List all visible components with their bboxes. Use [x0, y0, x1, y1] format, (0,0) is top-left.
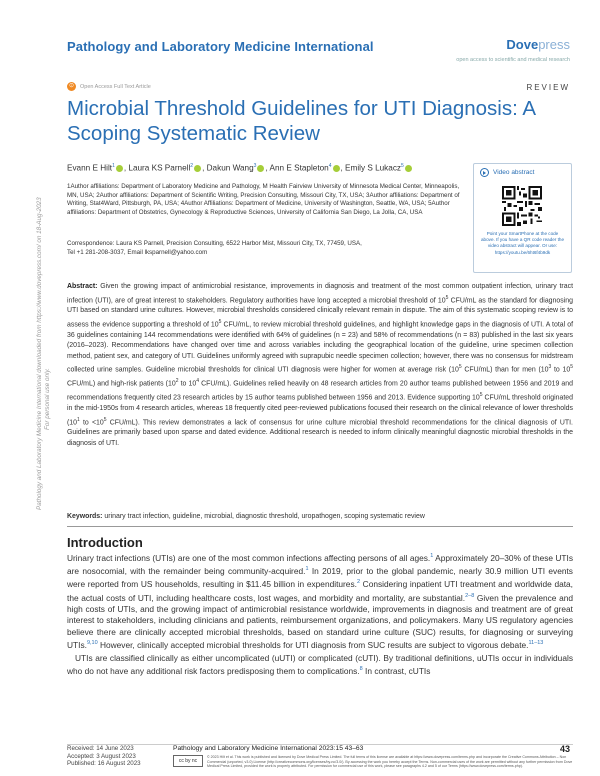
text: Urinary tract infections (UTIs) are one of the most common infections affecting persons of all ages. [67, 552, 431, 563]
orcid-icon[interactable] [405, 165, 412, 172]
keywords-label: Keywords: [67, 513, 103, 520]
affiliations: 1Author affiliations: Department of Laboratory Medicine and Pathology, M Health Fairview University of Minnesota Medical Center, Minneapolis, MN, USA; 2Author affiliations: Department of Scientific Writing, Precision Consulting, Missouri City, TX, USA; 3Author affiliations: Department of Writing, Stat4Ward, Pittsburgh, PA, USA; 4Author Affiliations: Department of Medicine, University of Washington, Seattle, WA, USA; 5Author affiliations: Department of Obstetrics, Gynecology & Reproductive Sciences, University of California San Diego, La Jolla, CA, USA [67, 183, 460, 216]
correspondence-line-1: Correspondence: Laura KS Parnell, Precision Consulting, 6522 Harbor Mist, Missouri City, TX, 77459, USA, [67, 240, 362, 247]
abstract-text: CFU/mL, to review microbial threshold guidelines, and highlight knowledge gaps in the diagnosis of UTI. A total of 36 guidelines containing 144 recommendations were identified with 64% of guidelines (n = 23) and 58% of recommendations (n = 83) published in the last six years (2016–2023). Recommendations have changed over time and across variables including the geographical location of the guideline, urine specimen collection method, patient sex, and category of UTI. Guidelines uniformly agreed with suprapubic needle specimen collection; however, there was no consensus for midstream collected urine samples. Guideline microbial thresholds for clinical UTI diagnosis were higher for women at average risk (10 [67, 321, 573, 374]
creative-commons-icon[interactable]: cc by nc [173, 755, 203, 767]
author-3-affil: 3 [253, 163, 257, 169]
orcid-icon[interactable] [257, 165, 264, 172]
citation-link[interactable]: 11–13 [528, 640, 544, 647]
citation-link[interactable]: 2–8 [465, 592, 475, 599]
text: However, clinically accepted microbial thresholds for UTI diagnosis from SUC results are subject to vigorous debate. [97, 640, 529, 651]
text: Considering inpatient UTI treatment and worldwide data, the actual costs of UTI, including healthcare costs, lost wages, and morbidity and mortality, are substantial. [67, 579, 574, 603]
publisher-tagline: open access to scientific and medical research [456, 57, 570, 63]
exponent: 5 [570, 364, 573, 371]
open-access-text: Open Access Full Text Article [80, 83, 151, 90]
citation-link[interactable]: 2 [356, 579, 361, 586]
sidebar-line-2: For personal use only. [44, 368, 51, 430]
exponent: 5 [445, 294, 449, 301]
abstract [67, 282, 573, 450]
open-access-icon: ⊙ [68, 83, 75, 89]
license-block [173, 755, 573, 769]
abstract-text: to 10 [178, 380, 197, 388]
text: In 2019, prior to the global pandemic, nearly 30.9 million UTI events were reported from US households, resulting in $11.45 billion in expenditures. [67, 566, 573, 590]
keywords-text: urinary tract infection, guideline, microbial, diagnostic threshold, uropathogen, scoping systematic review [102, 513, 425, 520]
exponent: 5 [458, 364, 462, 371]
text: Approximately 20–30% of these UTIs are nosocomial, with the remainder being community-acquired. [67, 552, 573, 577]
paragraph-1 [67, 551, 573, 652]
author-3[interactable]: , Dakun Wang [202, 163, 254, 173]
abstract-text: CFU/mL) and high-risk patients (10 [67, 380, 176, 388]
publisher-logo[interactable] [506, 37, 570, 52]
abstract-text: CFU/mL) than for men (10 [461, 366, 549, 374]
author-list [67, 163, 467, 173]
author-2[interactable]: , Laura KS Parnell [123, 163, 191, 173]
author-5-affil: 5 [401, 163, 404, 169]
brand-sub: press [538, 37, 570, 52]
abstract-text: to <10 [79, 418, 104, 426]
author-5[interactable]: , Emily S Lukacz [340, 163, 402, 173]
article-title: Microbial Threshold Guidelines for UTI Diagnosis: A Scoping Systematic Review [67, 97, 535, 145]
exponent: 1 [77, 416, 80, 423]
article-type: REVIEW [526, 83, 570, 92]
abstract-text: to 10 [551, 366, 571, 374]
author-4[interactable]: , Ann E Stapleton [265, 163, 329, 173]
section-divider [67, 526, 573, 527]
sidebar-text [36, 197, 52, 510]
page-number: 43 [559, 744, 570, 754]
video-abstract-label[interactable]: Video abstract [493, 169, 535, 176]
download-sidebar [0, 150, 58, 510]
exponent: 2 [175, 378, 179, 385]
keywords [67, 513, 573, 520]
play-icon[interactable] [480, 168, 489, 177]
paragraph-2 [67, 653, 573, 678]
brand-main: Dove [506, 37, 539, 52]
sidebar-line-1: Pathology and Laboratory Medicine International downloaded from https://www.dovepress.com/ on 18-Aug-2023 [36, 197, 43, 510]
orcid-icon[interactable] [194, 165, 201, 172]
author-1-affil: 1 [112, 163, 115, 169]
text: In contrast, cUTIs [362, 665, 431, 676]
author-4-affil: 4 [328, 163, 332, 169]
correspondence [67, 240, 465, 258]
citation-link[interactable]: 8 [359, 665, 363, 672]
abstract-label: Abstract: [67, 283, 98, 290]
text: Given the prevalence and high costs of UTIs, and the growing impact of antimicrobial resistance worldwide, improvements in diagnosis and treatment are of great interest to stakeholders, including clinicians and patients, reimbursement organizations, and policymakers. Many US regulatory agencies believe there are clinically accepted microbial thresholds, based on standard urine culture (SUC) results, for diagnosing or surveying UTIs. [67, 592, 573, 651]
abstract-text: CFU/mL). Guidelines relied heavily on 48 research articles from 20 author teams published between 1956 and 2019 and recommendations frequently cited 23 research articles by 15 author teams published between 1956 and 2013. Evidence supporting 10 [67, 380, 573, 402]
citation-link[interactable]: 9,10 [86, 640, 98, 647]
correspondence-line-2[interactable]: Tel +1 281-208-3037, Email lksparnell@yahoo.com [67, 248, 208, 256]
qr-code-icon[interactable] [502, 186, 542, 226]
author-2-affil: 2 [190, 163, 194, 169]
open-access-label [67, 82, 151, 91]
article-dates [67, 745, 141, 768]
video-abstract-header[interactable] [474, 164, 571, 181]
received-date: Received: 14 June 2023 [67, 745, 134, 752]
author-1[interactable]: Evann E Hilt [67, 163, 113, 173]
license-text[interactable]: © 2023 Hilt et al. This work is published and licensed by Dove Medical Press Limited. The full terms of this license are available at https://www.dovepress.com/terms.php and incorporate the Creative Commons Attribution – Non Commercial (unported, v3.0) License (http://creativecommons.org/licenses/by-nc/3.0/). By accessing the work you hereby accept the Terms. Non-commercial uses of the work are permitted without any further permission from Dove Medical Press Limited, provided the work is properly attributed. For permission for commercial use of this work, please see paragraphs 4.2 and 5 of our Terms (https://www.dovepress.com/terms.php). [207, 755, 573, 769]
journal-name: Pathology and Laboratory Medicine International [67, 39, 374, 54]
exponent: 3 [548, 364, 552, 371]
introduction-body [67, 551, 573, 677]
exponent: 4 [196, 378, 200, 385]
introduction-heading: Introduction [67, 535, 143, 550]
footer-citation: Pathology and Laboratory Medicine International 2023:15 43–63 [173, 745, 364, 752]
orcid-icon[interactable] [333, 165, 340, 172]
exponent: 5 [479, 392, 483, 399]
published-date: Published: 16 August 2023 [67, 760, 141, 768]
abstract-text: CFU/mL). This review demonstrates a lack of consensus for urine culture microbial threshold recommendations for the clinical diagnosis of UTI. Guidelines are primarily based upon sparse and dated evidence. Additional research is needed to inform clinically meaningful diagnostic microbial thresholds in the diagnosis of UTI. [67, 418, 573, 447]
text: UTIs are classified clinically as either uncomplicated (uUTI) or complicated (cUTI). By traditional definitions, uUTIs occur in individuals who do not have any additional risk factors predisposing them to complications. [67, 652, 573, 676]
abstract-text: Given the growing impact of antimicrobial resistance, improvements in diagnosis and treatment of the most common outpatient infection, urinary tract infection (UTI), are of great interest to stakeholders. Regulatory authorities have long accepted a microbial threshold of 10 [67, 283, 573, 304]
video-abstract-instructions: Point your SmartPhone at the code above. If you have a QR code reader the video abstract will appear. Or use: https://youtu.be/6ht6f4b9dk [481, 231, 564, 255]
accepted-date: Accepted: 3 August 2023 [67, 752, 136, 760]
abstract-text: CFU/mL as the standard for diagnosing UTI based on standard urine cultures. However, microbial thresholds considered clinically relevant remain in dispute. The aim of this systematic scoping review is to assess the evidence supporting a threshold of 10 [67, 296, 573, 329]
exponent: 5 [218, 318, 222, 325]
exponent: 5 [103, 416, 107, 423]
orcid-icon[interactable] [116, 165, 123, 172]
citation-link[interactable]: 1 [305, 566, 309, 573]
abstract-text: CFU/mL threshold originated in the mid-1950s from 4 research articles, whereas 18 frequently cited peer-reviewed publications focused their research on the clinical relevance of lower thresholds (10 [67, 394, 573, 426]
video-abstract-box[interactable] [473, 163, 572, 273]
citation-link[interactable]: 1 [430, 553, 434, 559]
